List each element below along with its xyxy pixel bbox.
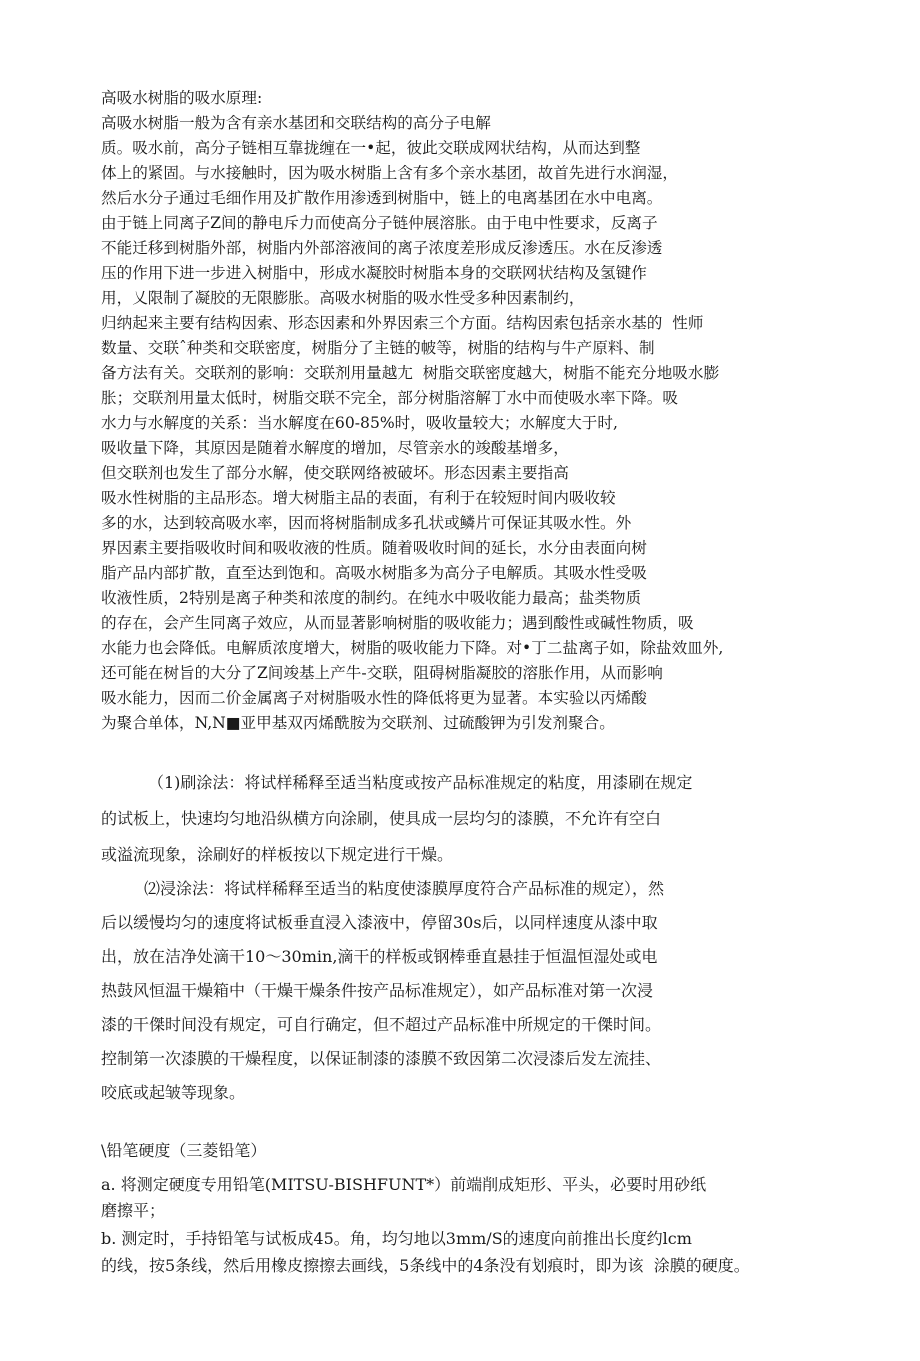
paragraph-line: 或溢流现象，涂刷好的样板按以下规定进行干燥。 [101, 845, 454, 864]
paragraph-line: 的存在，会产生同离子效应，从而显著影响树脂的吸收能力；遇到酸性或碱性物质，吸 [101, 614, 694, 632]
paragraph-line: 多的水，达到较高吸水率，因而将树脂制成多孔状或鳞片可保证其吸水性。外 [101, 514, 632, 532]
paragraph-line: 控制第一次漆膜的干燥程度，以保证制漆的漆膜不致因第二次浸漆后发左流挂、 [101, 1049, 662, 1068]
paragraph-line: 收液性质，2特别是离子种类和浓度的制约。在纯水中吸收能力最高；盐类物质 [101, 589, 642, 607]
paragraph-line: 压的作用下进一步进入树脂中，形成水凝胶时树脂本身的交联网状结构及氢键作 [101, 264, 647, 282]
paragraph-line: 质。吸水前，高分子链相互靠拢缠在一•起，彼此交联成网状结构，从而达到整 [101, 139, 641, 157]
paragraph-line: 不能迁移到树脂外部，树脂内外部溶液间的离子浓度差形成反渗透压。水在反渗透 [101, 239, 663, 257]
paragraph-line: 漆的干傑时间没有规定，可自行确定，但不超过产品标准中所规定的干傑时间。 [101, 1015, 662, 1034]
paragraph-line: 高吸水树脂一般为含有亲水基团和交联结构的高分子电解 [101, 114, 491, 132]
paragraph-line: 咬底或起皱等现象。 [101, 1083, 246, 1102]
paragraph-line: 备方法有关。交联剂的影响：交联剂用量越尢 树脂交联密度越大，树脂不能充分地吸水膨 [101, 364, 720, 382]
paragraph-line: 脂产品内部扩散，直至达到饱和。高吸水树脂多为高分子电解质。其吸水性受吸 [101, 564, 647, 582]
section-heading: \铅笔硬度（三菱铅笔） [101, 1141, 267, 1160]
paragraph-line: 归纳起来主要有结构因索、形态因素和外界因索三个方面。结构因索包括亲水基的 性师 [101, 314, 704, 332]
paragraph-line: 水力与水解度的关系：当水解度在60-85%时，吸收量较大；水解度大于时, [101, 414, 618, 432]
paragraph-line: 为聚合单体，N,N■亚甲基双丙烯酰胺为交联剂、过硫酸钾为引发剂聚合。 [101, 714, 615, 732]
paragraph-line: 用，乂限制了凝胶的无限膨胀。高吸水树脂的吸水性受多种因素制约， [101, 289, 585, 307]
paragraph-line: 由于链上同离子Z间的静电斥力而使高分子链仲展溶胀。由于电中性要求，反离子 [101, 214, 658, 232]
paragraph-line: 吸收量下降，其原因是随着水解度的增加，尽管亲水的竣酸基增多， [101, 439, 569, 457]
paragraph-line: 吸水性树脂的主品形态。增大树脂主品的表面，有利于在较短时间内吸收较 [101, 489, 616, 507]
paragraph-line: 数量、交联ˆ种类和交联密度，树脂分了主链的帔等，树脂的结构与牛产原料、制 [101, 339, 655, 357]
paragraph-line: 出，放在洁净处滴干10〜30min,滴干的样板或钢棒垂直悬挂于恒温恒湿处或电 [101, 947, 658, 966]
paragraph-line: 但交联剂也发生了部分水解，使交联网络被破坏。形态因素主要指高 [101, 464, 569, 482]
paragraph-line: ⑵浸涂法：将试样稀释至适当的粘度使漆膜厚度符合产品标准的规定），然 [144, 879, 665, 898]
paragraph-line: 后以缓慢均匀的速度将试板垂直浸入漆液中，停留30s后，以同样速度从漆中取 [101, 913, 658, 932]
paragraph-line: 水能力也会降低。电解质浓度增大，树脂的吸收能力下降。对•丁二盐离子如，除盐效皿外, [101, 639, 724, 657]
paragraph-line: 胀；交联剂用量太低时，树脂交联不完全，部分树脂溶解丁水中而使吸水率下降。吸 [101, 389, 678, 407]
paragraph-line: 热鼓风恒温干燥箱中（干燥干燥条件按产品标准规定），如产品标准对第一次浸 [101, 981, 654, 1000]
paragraph-line: （1)刷涂法：将试样稀释至适当粘度或按产品标准规定的粘度，用漆刷在规定 [148, 773, 693, 792]
paragraph-line: 的试板上，快速均匀地沿纵横方向涂刷，使具成一层均匀的漆膜，不允许有空白 [101, 809, 662, 828]
paragraph-line: 界因素主要指吸收时间和吸收液的性质。随着吸收时间的延长，水分由表面向树 [101, 539, 647, 557]
paragraph-line: 的线，按5条线，然后用橡皮擦擦去画线，5条线中的4条没有划痕时，即为该 涂膜的硬度。 [101, 1256, 750, 1275]
paragraph-line: 磨擦平； [101, 1201, 166, 1220]
paragraph-line: 还可能在树旨的大分了Z间竣基上产牛-交联，阻碍树脂凝胶的溶胀作用，从而影响 [101, 664, 663, 682]
paragraph-line: 高吸水树脂的吸水原理: [101, 89, 263, 107]
paragraph-line: 体上的紧固。与水接触时，因为吸水树脂上含有多个亲水基团，故首先进行水润湿， [101, 164, 678, 182]
paragraph-line: a. 将测定硬度专用铅笔(MITSU-BISHFUNT*）前端削成矩形、平头，必要时用砂纸 [101, 1175, 707, 1194]
paragraph-line: b. 测定时，手持铅笔与试板成45。角，均匀地以3mm/S的速度向前推出长度约lcm [101, 1229, 692, 1248]
paragraph-line: 然后水分子通过毛细作用及扩散作用渗透到树脂中，链上的电离基团在水中电离。 [101, 189, 663, 207]
paragraph-line: 吸水能力，因而二价金属离子对树脂吸水性的降低将更为显著。本实验以丙烯酸 [101, 689, 647, 707]
